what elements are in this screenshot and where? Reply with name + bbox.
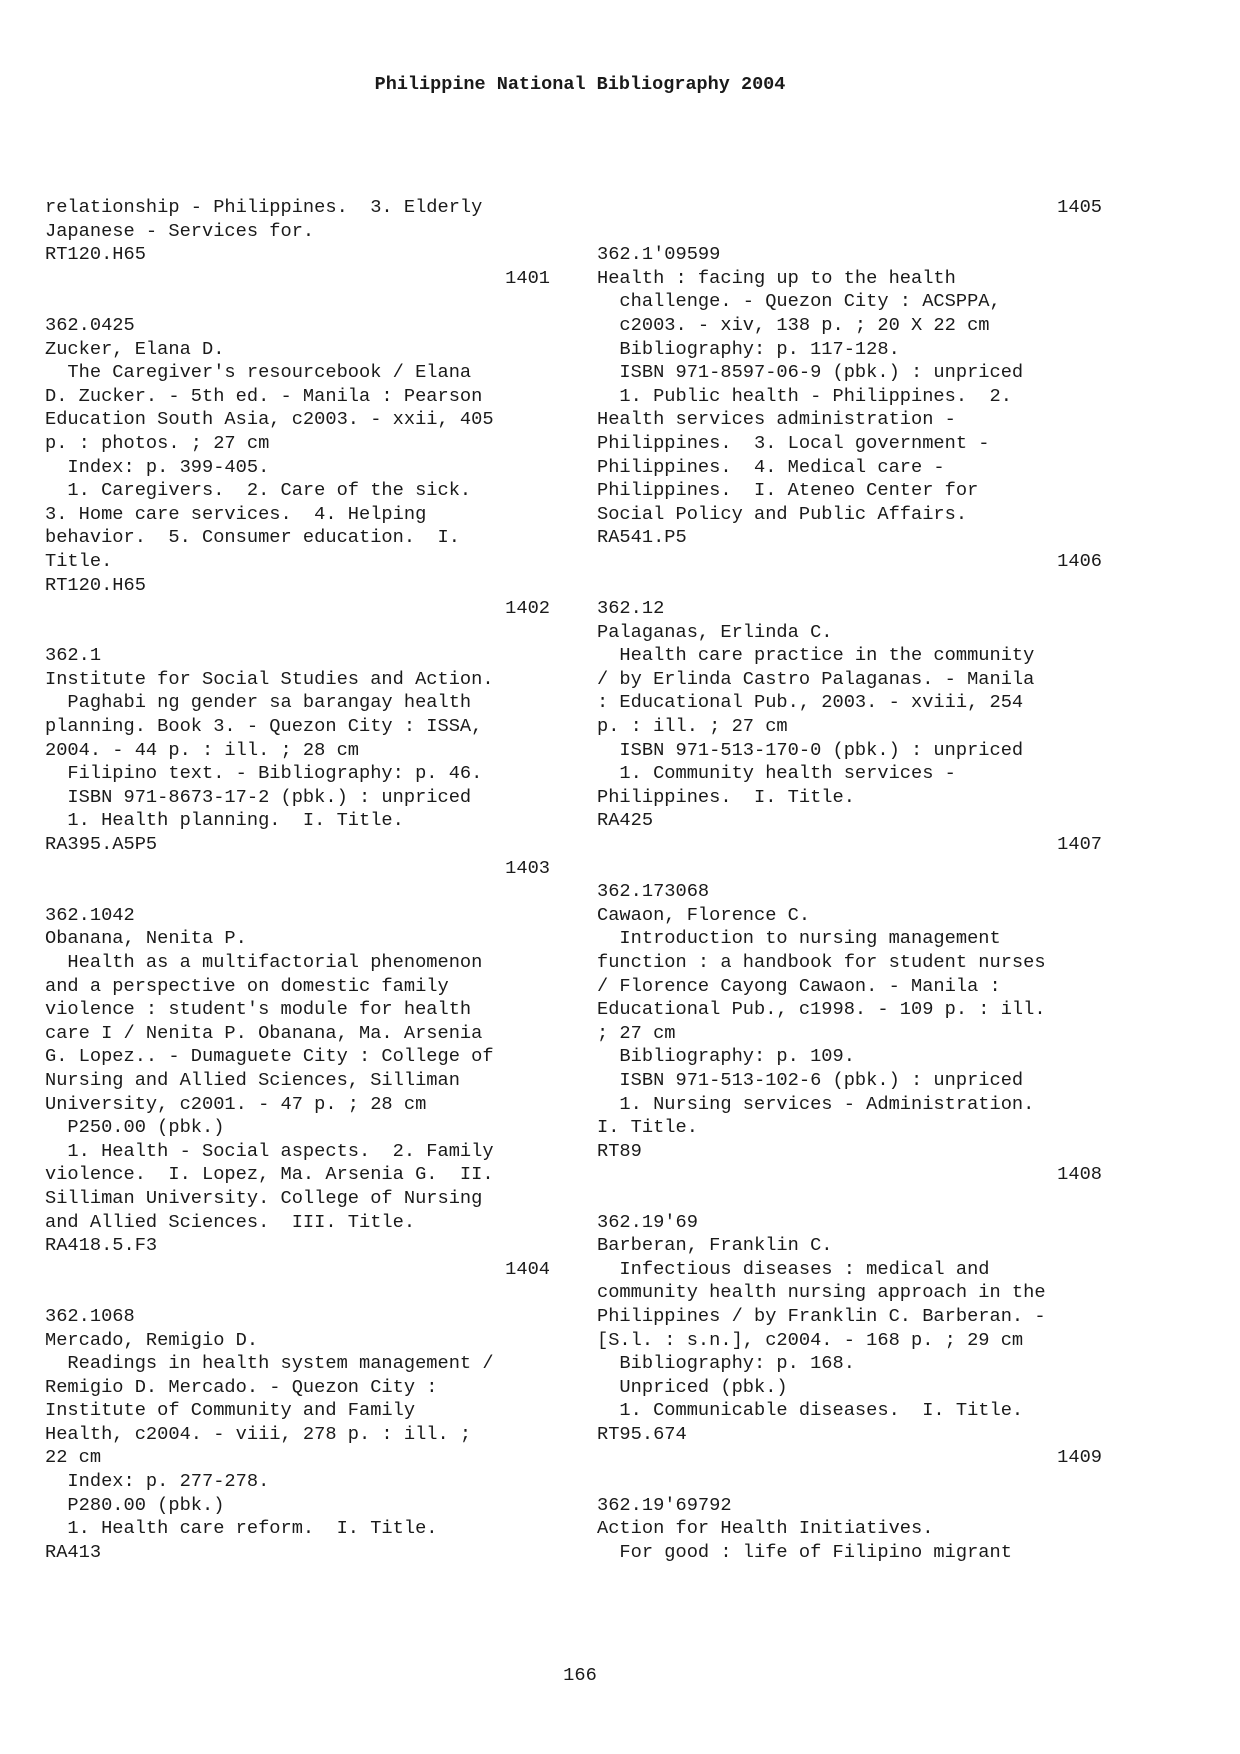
entry-line: Educational Pub., c1998. - 109 p. : ill. xyxy=(597,998,1046,1021)
entry-line: Mercado, Remigio D. xyxy=(45,1328,259,1351)
entry-line: 362.1068 xyxy=(45,1304,135,1327)
entry-line: Philippines / by Franklin C. Barberan. - xyxy=(597,1304,1046,1327)
entry-line: Index: p. 399-405. xyxy=(45,455,270,478)
entry-line: 362.12 xyxy=(597,597,665,620)
entry-line: P280.00 (pbk.) xyxy=(45,1493,225,1516)
right-column xyxy=(597,196,1102,1564)
entry-line xyxy=(45,290,550,314)
entry-line: Silliman University. College of Nursing xyxy=(45,1186,483,1209)
entry-line: 362.173068 xyxy=(597,880,710,903)
entry-line: RA541.P5 xyxy=(597,526,687,549)
entry-line: Institute of Community and Family xyxy=(45,1399,416,1422)
entry-line: violence. I. Lopez, Ma. Arsenia G. II. xyxy=(45,1163,494,1186)
entry-line: ISBN 971-513-170-0 (pbk.) : unpriced xyxy=(597,738,1024,761)
entry-number: 1403 xyxy=(505,856,550,879)
entry-line: Philippines. I. Ateneo Center for xyxy=(597,479,979,502)
entry-line: 362.19'69792 xyxy=(597,1493,732,1516)
entry-line: 1. Nursing services - Administration. xyxy=(597,1092,1035,1115)
entry-line: Japanese - Services for. xyxy=(45,219,315,242)
entry-line: p. : photos. ; 27 cm xyxy=(45,431,270,454)
entry-line: D. Zucker. - 5th ed. - Manila : Pearson xyxy=(45,384,483,407)
entry-line: 1. Caregivers. 2. Care of the sick. xyxy=(45,479,472,502)
left-column xyxy=(45,196,550,1564)
entry-number: 1409 xyxy=(1057,1446,1102,1469)
entry-line: Remigio D. Mercado. - Quezon City : xyxy=(45,1375,438,1398)
entry-line: The Caregiver's resourcebook / Elana xyxy=(45,361,472,384)
entry-line: / by Erlinda Castro Palaganas. - Manila xyxy=(597,667,1035,690)
entry-number: 1406 xyxy=(1057,549,1102,572)
entry-line: relationship - Philippines. 3. Elderly xyxy=(45,196,483,218)
entry-line: I. Title. xyxy=(597,1116,698,1139)
entry-line: Philippines. 3. Local government - xyxy=(597,431,990,454)
entry-line: Action for Health Initiatives. xyxy=(597,1517,934,1540)
entry-line: G. Lopez.. - Dumaguete City : College of xyxy=(45,1045,494,1068)
entry-line: Palaganas, Erlinda C. xyxy=(597,620,833,643)
entry-line: ISBN 971-8673-17-2 (pbk.) : unpriced xyxy=(45,785,472,808)
entry-line: Paghabi ng gender sa barangay health xyxy=(45,691,472,714)
entry-line: RA413 xyxy=(45,1540,102,1563)
entry-line: Index: p. 277-278. xyxy=(45,1470,270,1493)
entry-line: : Educational Pub., 2003. - xviii, 254 xyxy=(597,691,1024,714)
entry-line xyxy=(45,880,550,904)
entry-line: Readings in health system management / xyxy=(45,1352,494,1375)
entry-line: p. : ill. ; 27 cm xyxy=(597,715,788,738)
entry-line: RA418.5.F3 xyxy=(45,1234,158,1257)
entry-line: Cawaon, Florence C. xyxy=(597,903,811,926)
page-title: Philippine National Bibliography 2004 xyxy=(374,74,786,95)
entry-line: Social Policy and Public Affairs. xyxy=(597,502,968,525)
entry-line: care I / Nenita P. Obanana, Ma. Arsenia xyxy=(45,1021,483,1044)
entry-line xyxy=(597,1470,1102,1494)
entry-line: Philippines. 4. Medical care - xyxy=(597,455,945,478)
entry-line: Bibliography: p. 117-128. xyxy=(597,337,900,360)
entry-line: 362.1'09599 xyxy=(597,243,721,266)
entry-line: and Allied Sciences. III. Title. xyxy=(45,1210,416,1233)
entry-line: Institute for Social Studies and Action. xyxy=(45,667,494,690)
entry-line: community health nursing approach in the xyxy=(597,1281,1046,1304)
entry-line: Health : facing up to the health xyxy=(597,266,956,289)
entry-line xyxy=(597,574,1102,598)
entry-line: ISBN 971-513-102-6 (pbk.) : unpriced xyxy=(597,1068,1024,1091)
entry-line: Unpriced (pbk.) xyxy=(597,1375,788,1398)
page-number: 166 xyxy=(563,1664,597,1686)
entry-line xyxy=(597,1187,1102,1211)
entry-line: 362.0425 xyxy=(45,313,135,336)
entry-line: Education South Asia, c2003. - xxii, 405 xyxy=(45,408,494,431)
entry-line: Bibliography: p. 168. xyxy=(597,1352,855,1375)
entry-line: 1. Communicable diseases. I. Title. xyxy=(597,1399,1024,1422)
entry-line: 2004. - 44 p. : ill. ; 28 cm xyxy=(45,738,360,761)
entry-number: 1404 xyxy=(505,1257,550,1280)
entry-line: [S.l. : s.n.], c2004. - 168 p. ; 29 cm xyxy=(597,1328,1024,1351)
entry-line: Infectious diseases : medical and xyxy=(597,1257,990,1280)
entry-line: RT95.674 xyxy=(597,1422,687,1445)
entry-line: Title. xyxy=(45,549,113,572)
entry-line: 362.19'69 xyxy=(597,1210,698,1233)
entry-line: 1. Health - Social aspects. 2. Family xyxy=(45,1139,494,1162)
entry-line: 1. Health planning. I. Title. xyxy=(45,809,404,832)
entry-line: 1. Community health services - xyxy=(597,762,956,785)
entry-line: P250.00 (pbk.) xyxy=(45,1116,225,1139)
entry-line xyxy=(597,857,1102,881)
entry-line: Philippines. I. Title. xyxy=(597,785,855,808)
entry-line: 3. Home care services. 4. Helping xyxy=(45,502,427,525)
entry-number: 1401 xyxy=(505,266,550,289)
entry-line: Introduction to nursing management xyxy=(597,927,1001,950)
entry-line: For good : life of Filipino migrant xyxy=(597,1540,1012,1563)
entry-line: 362.1 xyxy=(45,644,102,667)
entry-line: RA425 xyxy=(597,809,654,832)
entry-line: Health, c2004. - viii, 278 p. : ill. ; xyxy=(45,1422,472,1445)
entry-line xyxy=(597,220,1102,244)
entry-line xyxy=(45,621,550,645)
entry-line: 362.1042 xyxy=(45,903,135,926)
entry-line: Zucker, Elana D. xyxy=(45,337,225,360)
entry-line: behavior. 5. Consumer education. I. xyxy=(45,526,460,549)
entry-line: 1. Public health - Philippines. 2. xyxy=(597,384,1012,407)
entry-number: 1408 xyxy=(1057,1163,1102,1186)
entry-line: University, c2001. - 47 p. ; 28 cm xyxy=(45,1092,427,1115)
entry-line xyxy=(45,1281,550,1305)
entry-line: / Florence Cayong Cawaon. - Manila : xyxy=(597,974,1001,997)
entry-line: Nursing and Allied Sciences, Silliman xyxy=(45,1068,460,1091)
entry-line: Obanana, Nenita P. xyxy=(45,927,247,950)
entry-number: 1407 xyxy=(1057,833,1102,856)
entry-line: Filipino text. - Bibliography: p. 46. xyxy=(45,762,483,785)
entry-line: c2003. - xiv, 138 p. ; 20 X 22 cm xyxy=(597,313,990,336)
entry-line: Health services administration - xyxy=(597,408,956,431)
entry-line: Bibliography: p. 109. xyxy=(597,1045,855,1068)
entry-line: violence : student's module for health xyxy=(45,998,472,1021)
entry-line: Barberan, Franklin C. xyxy=(597,1234,833,1257)
entry-line: Health as a multifactorial phenomenon xyxy=(45,951,483,973)
entry-number: 1402 xyxy=(505,597,550,620)
entry-line: RT120.H65 xyxy=(45,573,146,596)
entry-line: RA395.A5P5 xyxy=(45,833,158,856)
entry-line: ISBN 971-8597-06-9 (pbk.) : unpriced xyxy=(597,361,1024,384)
entry-line: challenge. - Quezon City : ACSPPA, xyxy=(597,290,1001,313)
entry-line: 1. Health care reform. I. Title. xyxy=(45,1517,438,1540)
entry-line: Health care practice in the community xyxy=(597,644,1035,667)
entry-line: RT120.H65 xyxy=(45,243,146,266)
entry-line: function : a handbook for student nurses xyxy=(597,951,1046,973)
entry-line: RT89 xyxy=(597,1139,642,1162)
entry-line: ; 27 cm xyxy=(597,1021,676,1044)
entry-line: planning. Book 3. - Quezon City : ISSA, xyxy=(45,715,483,738)
entry-line: 22 cm xyxy=(45,1446,102,1469)
entry-number: 1405 xyxy=(1057,196,1102,218)
entry-line: and a perspective on domestic family xyxy=(45,974,449,997)
